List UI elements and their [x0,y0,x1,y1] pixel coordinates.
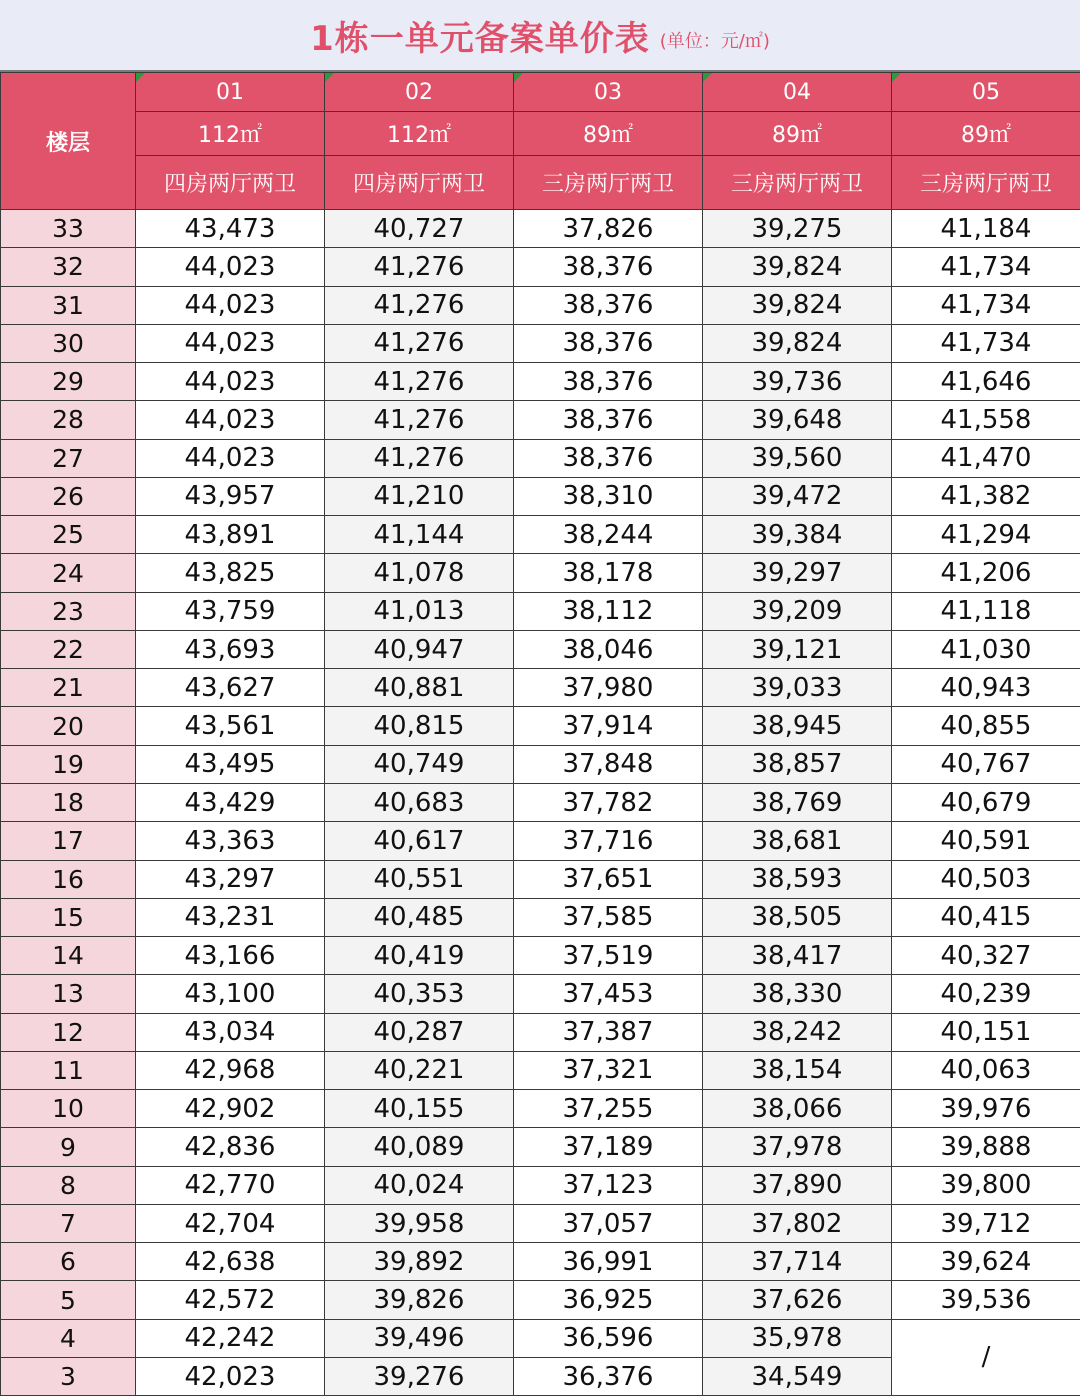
price-cell: 38,112 [514,592,703,630]
table-row [1,783,1080,821]
floor-cell: 6 [1,1243,136,1281]
price-cell: 40,749 [325,745,514,783]
price-cell: 37,978 [703,1128,892,1166]
price-cell: 38,417 [703,937,892,975]
price-cell: 43,297 [136,860,325,898]
table-row [1,1204,1080,1242]
price-cell: 40,419 [325,937,514,975]
price-cell: 37,716 [514,822,703,860]
floor-cell: 16 [1,860,136,898]
floor-cell: 26 [1,477,136,515]
price-cell: 37,914 [514,707,703,745]
table-row [1,477,1080,515]
price-cell: 44,023 [136,363,325,401]
price-cell: 43,495 [136,745,325,783]
price-cell: 39,536 [892,1281,1080,1319]
price-cell: 40,503 [892,860,1080,898]
price-cell: 40,024 [325,1166,514,1204]
unit-code-text: 04 [783,79,811,105]
price-cell: 38,066 [703,1090,892,1128]
price-cell: 43,429 [136,783,325,821]
price-cell: 39,472 [703,477,892,515]
price-cell: 36,596 [514,1319,703,1357]
comment-marker-icon [514,73,523,82]
price-cell: 38,046 [514,630,703,668]
unit-area: 89㎡ [892,112,1080,156]
floor-cell: 3 [1,1357,136,1395]
price-cell: 40,221 [325,1051,514,1089]
price-cell: 37,782 [514,783,703,821]
price-cell: 43,627 [136,669,325,707]
price-cell: 37,057 [514,1204,703,1242]
price-table [0,72,1080,1396]
price-cell: 44,023 [136,286,325,324]
price-cell: 37,519 [514,937,703,975]
floor-cell: 19 [1,745,136,783]
price-cell: 39,826 [325,1281,514,1319]
table-row [1,1051,1080,1089]
unit-layout: 四房两厅两卫 [325,156,514,210]
price-cell: 37,585 [514,898,703,936]
price-cell: 43,034 [136,1013,325,1051]
price-cell: 41,294 [892,516,1080,554]
comment-marker-icon [892,73,901,82]
price-cell: 39,824 [703,324,892,362]
price-cell: 40,683 [325,783,514,821]
price-cell: 39,892 [325,1243,514,1281]
price-cell: 41,276 [325,401,514,439]
price-cell: 39,121 [703,630,892,668]
price-cell: 41,734 [892,324,1080,362]
price-cell: 40,287 [325,1013,514,1051]
price-cell: 39,276 [325,1357,514,1395]
price-cell: 38,376 [514,286,703,324]
floor-cell: 33 [1,210,136,248]
price-cell: 41,646 [892,363,1080,401]
price-cell: 40,485 [325,898,514,936]
unit-code-text: 02 [405,79,433,105]
floor-cell: 14 [1,937,136,975]
price-cell: 36,376 [514,1357,703,1395]
price-cell: 41,030 [892,630,1080,668]
price-cell: 38,945 [703,707,892,745]
floor-cell: 8 [1,1166,136,1204]
unit-code [136,73,325,112]
unit-area: 89㎡ [514,112,703,156]
table-row [1,592,1080,630]
table-row [1,210,1080,248]
price-cell: 38,593 [703,860,892,898]
price-cell: 40,063 [892,1051,1080,1089]
table-row [1,248,1080,286]
price-cell: 37,651 [514,860,703,898]
price-cell: 40,415 [892,898,1080,936]
unit-layout-row [1,156,1080,210]
price-cell: 38,376 [514,248,703,286]
price-cell: 42,902 [136,1090,325,1128]
price-cell: 40,155 [325,1090,514,1128]
floor-cell: 21 [1,669,136,707]
floor-cell: 25 [1,516,136,554]
price-cell: 40,353 [325,975,514,1013]
price-cell: 39,958 [325,1204,514,1242]
unit-code [514,73,703,112]
unit-area: 89㎡ [703,112,892,156]
table-row [1,822,1080,860]
page-title: 1栋一单元备案单价表 [310,18,650,59]
price-cell: 38,154 [703,1051,892,1089]
table-row [1,1013,1080,1051]
price-cell: 44,023 [136,248,325,286]
price-cell: 44,023 [136,439,325,477]
price-cell: 43,891 [136,516,325,554]
price-cell: 41,734 [892,248,1080,286]
table-row [1,439,1080,477]
floor-cell: 5 [1,1281,136,1319]
unit-code-text: 01 [216,79,244,105]
table-row [1,516,1080,554]
price-cell: 41,382 [892,477,1080,515]
price-cell: 42,023 [136,1357,325,1395]
price-cell: 40,617 [325,822,514,860]
price-cell: 41,734 [892,286,1080,324]
comment-marker-icon [325,73,334,82]
price-cell: 38,330 [703,975,892,1013]
table-row [1,554,1080,592]
price-cell: 43,166 [136,937,325,975]
price-cell: 40,767 [892,745,1080,783]
price-cell: 40,679 [892,783,1080,821]
table-row [1,1243,1080,1281]
price-cell: 43,231 [136,898,325,936]
floor-cell: 29 [1,363,136,401]
price-cell: 42,638 [136,1243,325,1281]
price-cell: 38,376 [514,324,703,362]
price-cell: 39,888 [892,1128,1080,1166]
unit-area-row [1,112,1080,156]
unit-area: 112㎡ [325,112,514,156]
floor-cell: 32 [1,248,136,286]
price-cell: 38,505 [703,898,892,936]
table-row [1,707,1080,745]
price-cell: 37,848 [514,745,703,783]
price-cell: 37,980 [514,669,703,707]
price-cell: 37,453 [514,975,703,1013]
unit-code-row [1,73,1080,112]
price-cell: 38,178 [514,554,703,592]
table-row [1,324,1080,362]
table-row [1,1281,1080,1319]
price-cell: 38,376 [514,401,703,439]
table-row [1,1166,1080,1204]
price-cell: 44,023 [136,401,325,439]
table-row [1,860,1080,898]
price-cell: 40,591 [892,822,1080,860]
price-cell: 40,943 [892,669,1080,707]
floor-cell: 20 [1,707,136,745]
unit-code [703,73,892,112]
price-cell: 38,376 [514,363,703,401]
price-cell: 38,242 [703,1013,892,1051]
unit-code [325,73,514,112]
price-cell: 40,089 [325,1128,514,1166]
price-cell: 38,244 [514,516,703,554]
unit-code-text: 05 [972,79,1000,105]
floor-cell: 15 [1,898,136,936]
floor-cell: 7 [1,1204,136,1242]
price-cell: 38,310 [514,477,703,515]
price-cell: 37,189 [514,1128,703,1166]
price-cell: 38,857 [703,745,892,783]
price-cell: 43,693 [136,630,325,668]
price-cell: 41,118 [892,592,1080,630]
price-cell: 41,558 [892,401,1080,439]
price-cell: 41,206 [892,554,1080,592]
price-cell: 37,123 [514,1166,703,1204]
price-cell: 40,881 [325,669,514,707]
price-cell: 39,976 [892,1090,1080,1128]
price-cell: 39,648 [703,401,892,439]
unit-code [892,73,1080,112]
table-row [1,286,1080,324]
price-cell: 38,681 [703,822,892,860]
price-cell: 43,957 [136,477,325,515]
price-cell: 39,624 [892,1243,1080,1281]
floor-cell: 24 [1,554,136,592]
table-row [1,937,1080,975]
floor-cell: 17 [1,822,136,860]
price-cell: 38,376 [514,439,703,477]
price-cell: 43,473 [136,210,325,248]
floor-cell: 28 [1,401,136,439]
price-cell: 40,327 [892,937,1080,975]
price-cell: 41,144 [325,516,514,554]
price-cell: 42,704 [136,1204,325,1242]
price-cell: 37,255 [514,1090,703,1128]
table-row [1,363,1080,401]
price-cell: 39,275 [703,210,892,248]
price-cell: 39,712 [892,1204,1080,1242]
table-row [1,1090,1080,1128]
price-cell: 41,078 [325,554,514,592]
price-cell: 41,013 [325,592,514,630]
price-cell: 39,033 [703,669,892,707]
price-cell: 42,770 [136,1166,325,1204]
table-row [1,630,1080,668]
price-cell: 40,151 [892,1013,1080,1051]
price-cell: 35,978 [703,1319,892,1357]
price-cell: 42,572 [136,1281,325,1319]
price-cell: 40,239 [892,975,1080,1013]
price-cell: 43,759 [136,592,325,630]
title-bar [0,0,1080,72]
price-cell: 37,802 [703,1204,892,1242]
unit-layout: 四房两厅两卫 [136,156,325,210]
price-cell: 41,276 [325,363,514,401]
price-cell: 41,276 [325,324,514,362]
price-cell: 34,549 [703,1357,892,1395]
table-row [1,745,1080,783]
table-row [1,401,1080,439]
price-cell: 39,824 [703,286,892,324]
unit-layout: 三房两厅两卫 [514,156,703,210]
table-row [1,898,1080,936]
price-cell: 40,815 [325,707,514,745]
floor-cell: 31 [1,286,136,324]
floor-cell: 11 [1,1051,136,1089]
price-cell: 39,560 [703,439,892,477]
price-cell: 39,496 [325,1319,514,1357]
floor-cell: 10 [1,1090,136,1128]
unit-layout: 三房两厅两卫 [892,156,1080,210]
price-cell: 41,184 [892,210,1080,248]
merged-empty-cell: / [892,1319,1080,1396]
floor-cell: 22 [1,630,136,668]
floor-header: 楼层 [1,73,136,210]
floor-cell: 27 [1,439,136,477]
price-cell: 36,991 [514,1243,703,1281]
price-cell: 41,210 [325,477,514,515]
price-cell: 39,209 [703,592,892,630]
floor-cell: 4 [1,1319,136,1357]
price-cell: 40,727 [325,210,514,248]
price-cell: 42,836 [136,1128,325,1166]
price-cell: 37,826 [514,210,703,248]
price-cell: 39,736 [703,363,892,401]
price-cell: 43,100 [136,975,325,1013]
price-cell: 39,824 [703,248,892,286]
price-cell: 43,561 [136,707,325,745]
floor-cell: 23 [1,592,136,630]
floor-cell: 13 [1,975,136,1013]
unit-layout: 三房两厅两卫 [703,156,892,210]
price-cell: 36,925 [514,1281,703,1319]
floor-cell: 9 [1,1128,136,1166]
comment-marker-icon [703,73,712,82]
table-row [1,1128,1080,1166]
price-cell: 39,297 [703,554,892,592]
price-cell: 43,363 [136,822,325,860]
table-row [1,1319,1080,1357]
table-row [1,669,1080,707]
unit-note: (单位：元/㎡) [659,31,770,52]
price-table-body [1,210,1080,1396]
price-cell: 37,890 [703,1166,892,1204]
comment-marker-icon [136,73,145,82]
unit-code-text: 03 [594,79,622,105]
unit-area: 112㎡ [136,112,325,156]
price-cell: 37,387 [514,1013,703,1051]
price-cell: 41,276 [325,286,514,324]
price-cell: 43,825 [136,554,325,592]
floor-cell: 12 [1,1013,136,1051]
price-cell: 40,855 [892,707,1080,745]
price-cell: 42,242 [136,1319,325,1357]
price-cell: 40,551 [325,860,514,898]
price-cell: 42,968 [136,1051,325,1089]
price-cell: 39,800 [892,1166,1080,1204]
price-cell: 40,947 [325,630,514,668]
price-cell: 41,276 [325,248,514,286]
price-cell: 37,626 [703,1281,892,1319]
table-row [1,975,1080,1013]
price-cell: 41,470 [892,439,1080,477]
price-cell: 38,769 [703,783,892,821]
price-cell: 37,321 [514,1051,703,1089]
floor-cell: 30 [1,324,136,362]
price-cell: 39,384 [703,516,892,554]
price-cell: 44,023 [136,324,325,362]
price-cell: 41,276 [325,439,514,477]
floor-cell: 18 [1,783,136,821]
price-cell: 37,714 [703,1243,892,1281]
